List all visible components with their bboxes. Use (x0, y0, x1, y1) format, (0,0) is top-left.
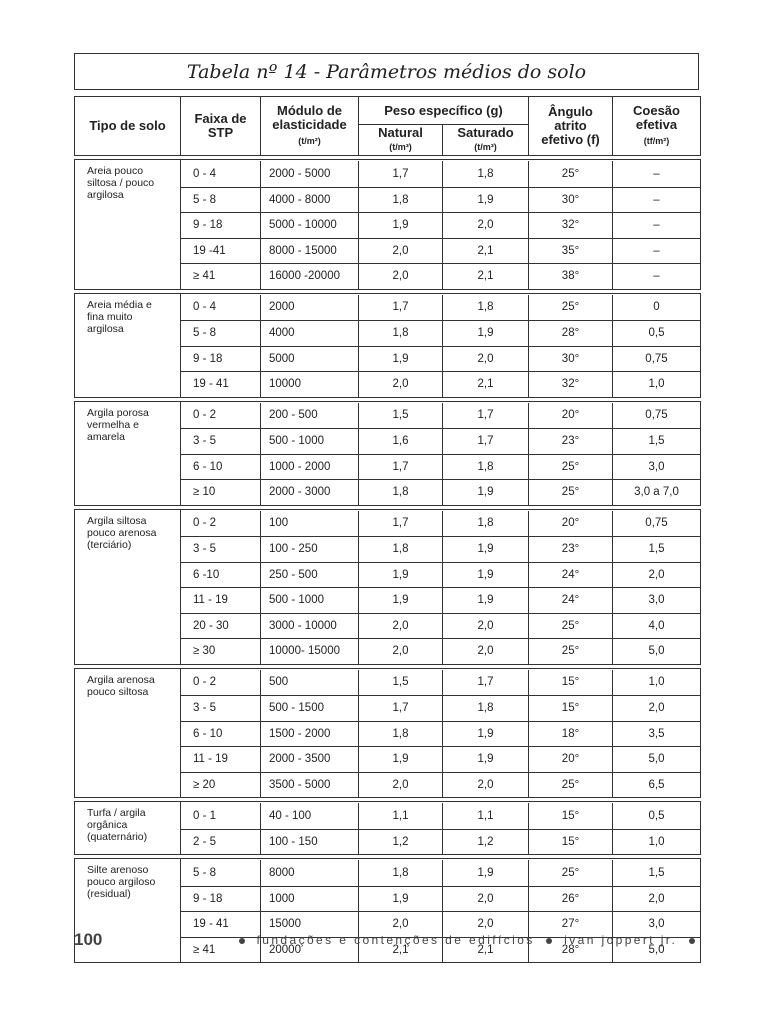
peso-saturado-cell: 1,9 (443, 480, 529, 505)
table-row (181, 295, 700, 321)
coesao-cell: 3,5 (648, 727, 665, 740)
soil-parameters-table (74, 96, 701, 963)
peso-natural-cell: 1,9 (359, 588, 443, 613)
angulo-atrito-cell: 32° (529, 213, 613, 238)
soil-type-name (75, 802, 181, 854)
modulo-cell: 4000 (261, 321, 359, 346)
table-row (181, 371, 700, 397)
soil-type-line: Turfa / argila (87, 807, 146, 819)
table-row (181, 721, 700, 747)
angulo-atrito-cell: 32° (529, 372, 613, 397)
soil-group (74, 668, 701, 799)
table-row (181, 587, 700, 613)
angulo-atrito-cell: 15° (529, 803, 613, 829)
header-coesao-line1: Coesão (633, 103, 680, 118)
soil-type-line: pouco arenosa (87, 526, 157, 539)
modulo-cell: 200 - 500 (261, 403, 359, 429)
coesao-cell: 3,0 (648, 594, 665, 607)
peso-natural-cell: 1,5 (359, 670, 443, 696)
soil-type-line: Argila porosa (87, 406, 149, 419)
faixa-stp-cell: 5 - 8 (181, 321, 261, 346)
soil-type-line: vermelha e (87, 418, 139, 431)
peso-natural-cell: 2,0 (359, 639, 443, 664)
coesao-cell: – (653, 167, 660, 180)
peso-natural-cell: 1,7 (359, 455, 443, 480)
peso-saturado-cell: 1,9 (443, 188, 529, 213)
table-row (181, 638, 700, 664)
modulo-cell: 1000 (261, 887, 359, 912)
table-row (181, 454, 700, 480)
peso-saturado-cell: 1,1 (443, 803, 529, 829)
table-row (181, 346, 700, 372)
peso-saturado-cell: 1,9 (443, 321, 529, 346)
header-faixa-stp (181, 97, 261, 155)
header-natural-label: Natural (378, 124, 423, 140)
soil-type-line: Argila siltosa (87, 514, 147, 527)
table-row (181, 695, 700, 721)
soil-type-line: (residual) (87, 888, 131, 900)
peso-natural-cell: 2,0 (359, 614, 443, 639)
table-row (181, 886, 700, 912)
peso-saturado-cell: 2,0 (443, 639, 529, 664)
coesao-cell: 2,0 (648, 702, 665, 715)
peso-saturado-cell: 1,8 (443, 455, 529, 480)
faixa-stp-cell: 20 - 30 (181, 614, 261, 639)
modulo-cell: 2000 (261, 295, 359, 321)
peso-saturado-cell: 1,9 (443, 588, 529, 613)
page-footer (74, 930, 701, 950)
bullet-icon (546, 938, 552, 944)
table-row (181, 562, 700, 588)
coesao-cell: 1,5 (648, 866, 665, 879)
modulo-cell: 15000 (261, 912, 359, 937)
peso-saturado-cell: 1,7 (443, 403, 529, 429)
faixa-stp-cell: ≥ 20 (181, 773, 261, 798)
coesao-cell: – (653, 270, 660, 283)
soil-type-line: pouco argiloso (87, 876, 156, 888)
modulo-cell: 20000 (261, 938, 359, 963)
peso-natural-cell: 1,8 (359, 537, 443, 562)
header-angulo-line1: Ângulo (548, 104, 593, 119)
angulo-atrito-cell: 20° (529, 747, 613, 772)
header-tipo-label: Tipo de solo (89, 118, 166, 133)
modulo-cell: 500 (261, 670, 359, 696)
header-modulo-unit: (t/m²) (298, 136, 321, 146)
peso-natural-cell: 2,1 (359, 938, 443, 963)
peso-natural-cell: 1,7 (359, 161, 443, 187)
modulo-cell: 5000 - 10000 (261, 213, 359, 238)
header-natural (359, 124, 443, 155)
soil-group (74, 801, 701, 855)
peso-saturado-cell: 1,8 (443, 511, 529, 537)
header-tipo-de-solo (75, 97, 181, 155)
faixa-stp-cell: 6 - 10 (181, 722, 261, 747)
modulo-cell: 500 - 1000 (261, 429, 359, 454)
table-row (181, 860, 700, 886)
faixa-stp-cell: 3 - 5 (181, 429, 261, 454)
peso-natural-cell: 1,7 (359, 511, 443, 537)
soil-group (74, 509, 701, 665)
peso-saturado-cell: 2,1 (443, 239, 529, 264)
faixa-stp-cell: 0 - 4 (181, 295, 261, 321)
soil-type-name (75, 402, 181, 505)
peso-saturado-cell: 2,0 (443, 773, 529, 798)
coesao-cell: 5,0 (648, 645, 665, 658)
peso-natural-cell: 1,7 (359, 696, 443, 721)
coesao-cell: 0 (653, 301, 660, 314)
faixa-stp-cell: 19 -41 (181, 239, 261, 264)
modulo-cell: 2000 - 3500 (261, 747, 359, 772)
table-row (181, 479, 700, 505)
header-faixa-line2: STP (207, 125, 234, 140)
modulo-cell: 250 - 500 (261, 563, 359, 588)
modulo-cell: 4000 - 8000 (261, 188, 359, 213)
modulo-cell: 5000 (261, 347, 359, 372)
peso-saturado-cell: 1,9 (443, 563, 529, 588)
table-row (181, 613, 700, 639)
modulo-cell: 3500 - 5000 (261, 773, 359, 798)
angulo-atrito-cell: 30° (529, 347, 613, 372)
modulo-cell: 10000- 15000 (261, 639, 359, 664)
table-row (181, 829, 700, 855)
faixa-stp-cell: 9 - 18 (181, 213, 261, 238)
soil-type-line: (terciário) (87, 538, 132, 551)
angulo-atrito-cell: 27° (529, 912, 613, 937)
angulo-atrito-cell: 18° (529, 722, 613, 747)
coesao-cell: 1,0 (648, 835, 665, 848)
modulo-cell: 2000 - 3000 (261, 480, 359, 505)
soil-group (74, 293, 701, 398)
peso-saturado-cell: 1,8 (443, 295, 529, 321)
faixa-stp-cell: 3 - 5 (181, 696, 261, 721)
soil-group (74, 401, 701, 506)
table-row (181, 428, 700, 454)
coesao-cell: 0,75 (645, 409, 668, 422)
faixa-stp-cell: 6 - 10 (181, 455, 261, 480)
modulo-cell: 1500 - 2000 (261, 722, 359, 747)
soil-type-name (75, 294, 181, 397)
coesao-cell: 4,0 (648, 619, 665, 632)
peso-natural-cell: 1,8 (359, 480, 443, 505)
faixa-stp-cell: 0 - 2 (181, 403, 261, 429)
header-coesao-unit: (tf/m²) (643, 136, 670, 146)
peso-natural-cell: 1,5 (359, 403, 443, 429)
peso-natural-cell: 1,9 (359, 213, 443, 238)
bullet-icon (689, 938, 695, 944)
modulo-cell: 8000 - 15000 (261, 239, 359, 264)
soil-type-line: Silte arenoso (87, 864, 149, 876)
angulo-atrito-cell: 25° (529, 860, 613, 886)
peso-saturado-cell: 1,9 (443, 747, 529, 772)
faixa-stp-cell: ≥ 41 (181, 938, 261, 963)
modulo-cell: 100 - 150 (261, 830, 359, 855)
angulo-atrito-cell: 25° (529, 480, 613, 505)
footer-book-title: fundações e contenções de edifícios (256, 933, 535, 947)
peso-natural-cell: 1,8 (359, 188, 443, 213)
faixa-stp-cell: 0 - 1 (181, 803, 261, 829)
table-header (74, 96, 701, 156)
header-modulo-line1: Módulo de (277, 103, 342, 118)
soil-type-line: amarela (87, 430, 125, 443)
peso-saturado-cell: 2,1 (443, 264, 529, 289)
peso-saturado-cell: 1,9 (443, 722, 529, 747)
table-row (181, 187, 700, 213)
angulo-atrito-cell: 25° (529, 455, 613, 480)
table-row (181, 238, 700, 264)
faixa-stp-cell: 19 - 41 (181, 372, 261, 397)
modulo-cell: 500 - 1000 (261, 588, 359, 613)
soil-type-line: Argila arenosa (87, 673, 155, 686)
faixa-stp-cell: 0 - 2 (181, 511, 261, 537)
header-faixa-line1: Faixa de (194, 111, 247, 126)
peso-natural-cell: 1,9 (359, 347, 443, 372)
peso-natural-cell: 1,7 (359, 295, 443, 321)
header-saturado (443, 124, 529, 155)
coesao-cell: 1,0 (648, 378, 665, 391)
table-row (181, 536, 700, 562)
modulo-cell: 1000 - 2000 (261, 455, 359, 480)
page-number: 100 (74, 930, 103, 949)
table-row (181, 772, 700, 798)
soil-type-line: pouco siltosa (87, 685, 149, 698)
faixa-stp-cell: ≥ 10 (181, 480, 261, 505)
footer-running-title (233, 933, 701, 947)
angulo-atrito-cell: 25° (529, 773, 613, 798)
coesao-cell: – (653, 219, 660, 232)
modulo-cell: 16000 -20000 (261, 264, 359, 289)
coesao-cell: 1,5 (648, 435, 665, 448)
peso-natural-cell: 1,8 (359, 860, 443, 886)
angulo-atrito-cell: 28° (529, 321, 613, 346)
peso-natural-cell: 2,0 (359, 773, 443, 798)
header-modulo-line2: elasticidade (272, 117, 347, 132)
peso-saturado-cell: 2,0 (443, 614, 529, 639)
faixa-stp-cell: 11 - 19 (181, 747, 261, 772)
angulo-atrito-cell: 15° (529, 670, 613, 696)
table-row (181, 403, 700, 429)
soil-type-line: Areia pouco (87, 165, 144, 177)
coesao-cell: 1,5 (648, 543, 665, 556)
peso-natural-cell: 1,6 (359, 429, 443, 454)
angulo-atrito-cell: 24° (529, 588, 613, 613)
coesao-cell: – (653, 244, 660, 257)
angulo-atrito-cell: 25° (529, 295, 613, 321)
faixa-stp-cell: 6 -10 (181, 563, 261, 588)
peso-natural-cell: 2,0 (359, 239, 443, 264)
modulo-cell: 40 - 100 (261, 803, 359, 829)
soil-type-line: Areia média e (87, 298, 152, 311)
soil-type-line: (quaternário) (87, 831, 148, 843)
faixa-stp-cell: 2 - 5 (181, 830, 261, 855)
faixa-stp-cell: 11 - 19 (181, 588, 261, 613)
modulo-cell: 100 - 250 (261, 537, 359, 562)
soil-type-name (75, 669, 181, 798)
coesao-cell: 3,0 a 7,0 (634, 486, 679, 499)
table-row (181, 670, 700, 696)
coesao-cell: 6,5 (648, 778, 665, 791)
modulo-cell: 8000 (261, 860, 359, 886)
header-angulo-line2: atrito (554, 118, 587, 133)
header-saturado-label: Saturado (457, 124, 514, 140)
table-row (181, 803, 700, 829)
angulo-atrito-cell: 23° (529, 429, 613, 454)
peso-saturado-cell: 1,7 (443, 429, 529, 454)
angulo-atrito-cell: 30° (529, 188, 613, 213)
table-row (181, 263, 700, 289)
peso-natural-cell: 1,9 (359, 563, 443, 588)
coesao-cell: 0,75 (645, 352, 668, 365)
angulo-atrito-cell: 15° (529, 696, 613, 721)
header-modulo (261, 97, 359, 155)
peso-saturado-cell: 2,0 (443, 213, 529, 238)
peso-saturado-cell: 1,8 (443, 161, 529, 187)
peso-natural-cell: 1,8 (359, 321, 443, 346)
angulo-atrito-cell: 24° (529, 563, 613, 588)
angulo-atrito-cell: 25° (529, 639, 613, 664)
modulo-cell: 100 (261, 511, 359, 537)
table-row (181, 320, 700, 346)
soil-type-name (75, 160, 181, 289)
angulo-atrito-cell: 28° (529, 938, 613, 963)
peso-saturado-cell: 1,2 (443, 830, 529, 855)
faixa-stp-cell: 9 - 18 (181, 887, 261, 912)
faixa-stp-cell: 0 - 4 (181, 161, 261, 187)
modulo-cell: 10000 (261, 372, 359, 397)
soil-type-line: fina muito (87, 310, 133, 323)
peso-saturado-cell: 1,9 (443, 537, 529, 562)
modulo-cell: 2000 - 5000 (261, 161, 359, 187)
soil-type-line: orgânica (87, 819, 128, 831)
angulo-atrito-cell: 25° (529, 161, 613, 187)
faixa-stp-cell: ≥ 30 (181, 639, 261, 664)
peso-saturado-cell: 1,9 (443, 860, 529, 886)
coesao-cell: 2,0 (648, 892, 665, 905)
bullet-icon (239, 938, 245, 944)
header-coesao (613, 97, 700, 155)
coesao-cell: 5,0 (648, 753, 665, 766)
coesao-cell: 3,0 (648, 918, 665, 931)
peso-natural-cell: 1,8 (359, 722, 443, 747)
header-saturado-unit: (t/m³) (474, 141, 497, 152)
faixa-stp-cell: 0 - 2 (181, 670, 261, 696)
soil-type-line: siltosa / pouco (87, 177, 155, 189)
angulo-atrito-cell: 23° (529, 537, 613, 562)
header-natural-unit: (t/m³) (389, 141, 412, 152)
peso-saturado-cell: 2,1 (443, 938, 529, 963)
peso-saturado-cell: 1,7 (443, 670, 529, 696)
coesao-cell: 1,0 (648, 676, 665, 689)
angulo-atrito-cell: 20° (529, 403, 613, 429)
peso-natural-cell: 2,0 (359, 372, 443, 397)
peso-saturado-cell: 2,1 (443, 372, 529, 397)
faixa-stp-cell: 19 - 41 (181, 912, 261, 937)
coesao-cell: 0,5 (648, 327, 665, 340)
header-coesao-line2: efetiva (635, 117, 678, 132)
peso-natural-cell: 1,2 (359, 830, 443, 855)
coesao-cell: 5,0 (648, 943, 665, 956)
angulo-atrito-cell: 26° (529, 887, 613, 912)
angulo-atrito-cell: 38° (529, 264, 613, 289)
faixa-stp-cell: 5 - 8 (181, 860, 261, 886)
table-row (181, 511, 700, 537)
table-row (181, 161, 700, 187)
coesao-cell: – (653, 193, 660, 206)
header-peso-especifico: Peso específico (g) (359, 97, 529, 125)
coesao-cell: 2,0 (648, 568, 665, 581)
soil-type-line: argilosa (87, 189, 124, 201)
angulo-atrito-cell: 25° (529, 614, 613, 639)
angulo-atrito-cell: 20° (529, 511, 613, 537)
coesao-cell: 3,0 (648, 460, 665, 473)
table-row (181, 746, 700, 772)
peso-saturado-cell: 2,0 (443, 887, 529, 912)
coesao-cell: 0,5 (648, 809, 665, 822)
table-title: Tabela nº 14 - Parâmetros médios do solo (74, 53, 699, 90)
footer-author: ivan joppert jr. (564, 933, 678, 947)
peso-natural-cell: 1,9 (359, 747, 443, 772)
header-angulo (529, 97, 613, 155)
peso-natural-cell: 1,9 (359, 887, 443, 912)
faixa-stp-cell: 3 - 5 (181, 537, 261, 562)
table-row (181, 212, 700, 238)
coesao-cell: 0,75 (645, 517, 668, 530)
faixa-stp-cell: 9 - 18 (181, 347, 261, 372)
header-angulo-line3: efetivo (f) (541, 132, 600, 147)
angulo-atrito-cell: 15° (529, 830, 613, 855)
faixa-stp-cell: 5 - 8 (181, 188, 261, 213)
soil-group (74, 159, 701, 290)
peso-natural-cell: 1,1 (359, 803, 443, 829)
modulo-cell: 500 - 1500 (261, 696, 359, 721)
peso-natural-cell: 2,0 (359, 264, 443, 289)
table-body (74, 159, 701, 963)
soil-type-line: argilosa (87, 322, 124, 335)
faixa-stp-cell: ≥ 41 (181, 264, 261, 289)
angulo-atrito-cell: 35° (529, 239, 613, 264)
soil-type-name (75, 510, 181, 664)
peso-saturado-cell: 2,0 (443, 347, 529, 372)
modulo-cell: 3000 - 10000 (261, 614, 359, 639)
peso-saturado-cell: 2,0 (443, 912, 529, 937)
peso-natural-cell: 2,0 (359, 912, 443, 937)
peso-saturado-cell: 1,8 (443, 696, 529, 721)
